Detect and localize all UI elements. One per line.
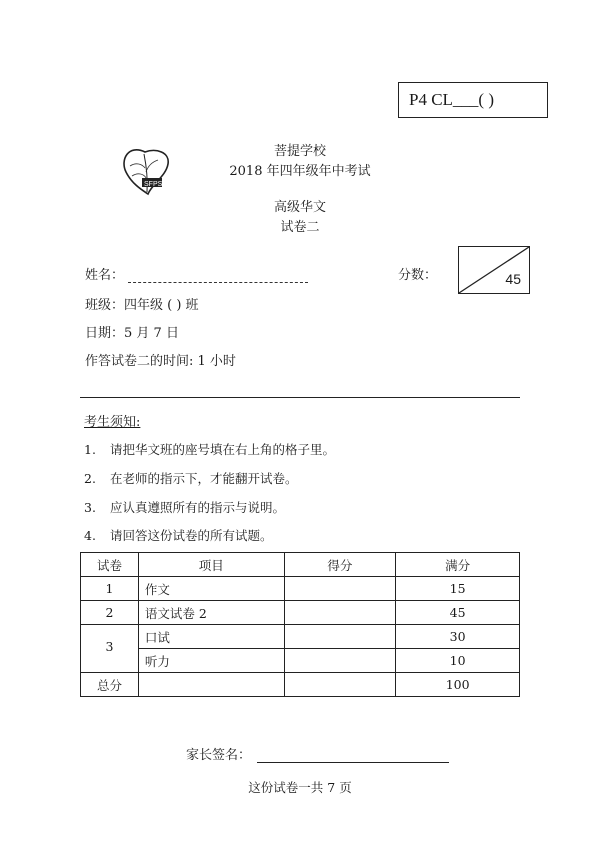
signature-label: 家长签名：: [186, 748, 252, 763]
item-cell: 听力: [138, 649, 284, 673]
full-cell: 30: [396, 625, 520, 649]
svg-text:SFPS: SFPS: [144, 181, 163, 188]
table-row: [81, 649, 520, 673]
notice-item: [84, 526, 273, 544]
score-total: 45: [505, 271, 521, 287]
score-box: [458, 246, 530, 294]
full-cell: 15: [396, 577, 520, 601]
paper-cell: 2: [81, 601, 139, 625]
date-field: 日期：5 月 7 日: [85, 326, 179, 341]
paper-title: 试卷二: [280, 220, 320, 235]
name-field: [85, 264, 308, 283]
notice-num: 3.: [84, 500, 96, 515]
total-label: 总分: [81, 673, 139, 697]
score-table: [80, 552, 520, 697]
score-cell[interactable]: [284, 625, 396, 649]
score-cell[interactable]: [284, 601, 396, 625]
notice-item: [84, 498, 285, 516]
time-field: 作答试卷二的时间: 1 小时: [85, 354, 236, 369]
full-cell: 45: [396, 601, 520, 625]
school-name: 菩提学校: [273, 144, 326, 159]
item-cell: 语文试卷 2: [138, 601, 284, 625]
notice-num: 2.: [84, 471, 96, 486]
table-row: [81, 601, 520, 625]
paper-cell: 1: [81, 577, 139, 601]
full-cell: 10: [396, 649, 520, 673]
table-row: [81, 577, 520, 601]
class-seat-box: [398, 82, 548, 118]
table-header: 项目: [138, 553, 284, 577]
table-header: 得分: [284, 553, 396, 577]
notice-text: 请回答这份试卷的所有试题。: [109, 528, 273, 543]
notice-num: 1.: [84, 442, 96, 457]
signature-field: [186, 744, 449, 763]
score-cell[interactable]: [284, 577, 396, 601]
class-field: 班级：四年级 ( ) 班: [85, 298, 199, 313]
table-header-row: [81, 553, 520, 577]
name-line[interactable]: [128, 281, 308, 283]
notice-text: 在老师的指示下，才能翻开试卷。: [109, 471, 298, 486]
notice-text: 应认真遵照所有的指示与说明。: [109, 500, 285, 515]
total-item-cell: [138, 673, 284, 697]
class-seat-text: P4 CL___( ): [409, 90, 494, 109]
item-cell: 作文: [138, 577, 284, 601]
notice-text: 请把华文班的座号填在右上角的格子里。: [109, 442, 335, 457]
table-total-row: [81, 673, 520, 697]
notice-item: [84, 440, 335, 458]
notice-item: [84, 469, 298, 487]
total-score-cell[interactable]: [284, 673, 396, 697]
page-count-footer: 这份试卷一共 7 页: [248, 780, 352, 795]
table-header: 满分: [396, 553, 520, 577]
table-row: [81, 625, 520, 649]
subject-title: 高级华文: [273, 200, 326, 215]
paper-cell: 3: [81, 625, 139, 673]
notice-title: 考生须知:: [84, 415, 141, 430]
notice-num: 4.: [84, 528, 96, 543]
score-label: 分数：: [398, 268, 438, 283]
table-header: 试卷: [81, 553, 139, 577]
name-label: 姓名：: [85, 268, 125, 283]
signature-line[interactable]: [257, 748, 449, 763]
total-full: 100: [396, 673, 520, 697]
score-cell[interactable]: [284, 649, 396, 673]
divider: [80, 397, 520, 398]
exam-title: 2018 年四年级年中考试: [229, 164, 371, 179]
item-cell: 口试: [138, 625, 284, 649]
